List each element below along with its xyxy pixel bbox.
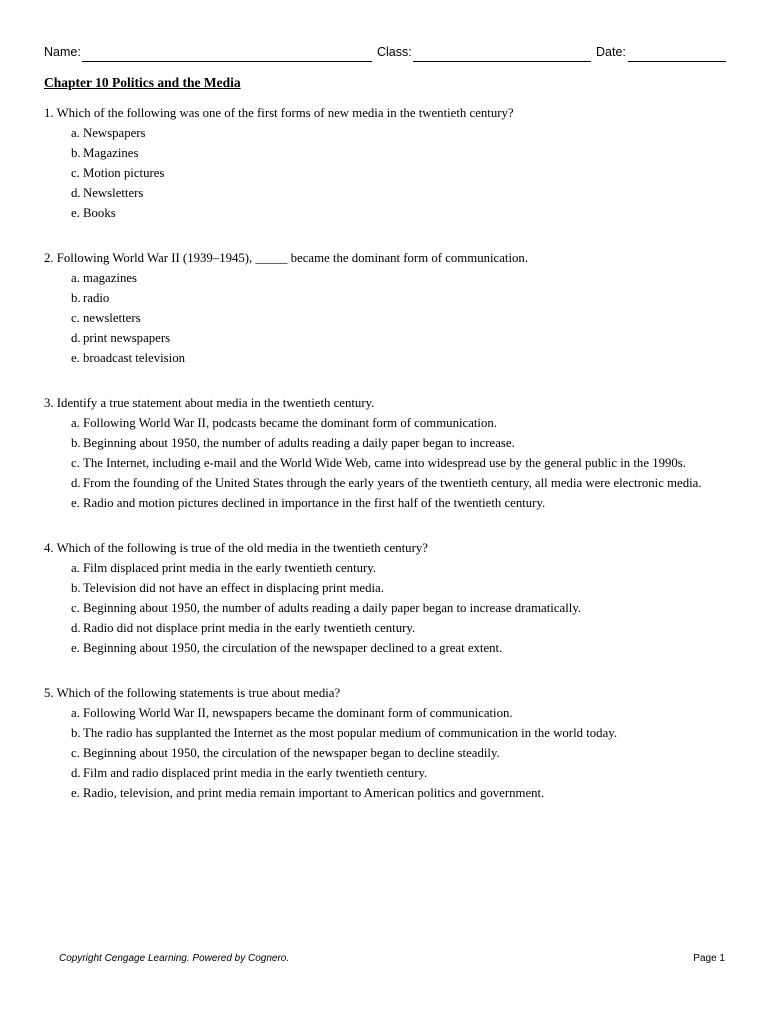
option-letter: d. [71, 186, 81, 200]
question-stem: 4. Which of the following is true of the old media in the twentieth century? [44, 541, 428, 555]
answer-option [44, 205, 704, 222]
option-text: Television did not have an effect in displacing print media. [83, 581, 384, 595]
answer-option [44, 145, 704, 162]
option-text: broadcast television [83, 351, 185, 365]
option-text: The Internet, including e-mail and the World Wide Web, came into widespread use by the general public in the 1990s. [83, 456, 686, 470]
answer-option [44, 745, 704, 762]
option-letter: e. [71, 351, 80, 365]
option-text: Film and radio displaced print media in the early twentieth century. [83, 766, 428, 780]
option-letter: c. [71, 746, 80, 760]
answer-option [44, 185, 704, 202]
option-text: print newspapers [83, 331, 171, 345]
option-text: Beginning about 1950, the circulation of the newspaper began to decline steadily. [83, 746, 500, 760]
date-label: Date: [596, 45, 626, 59]
option-letter: d. [71, 476, 81, 490]
option-text: magazines [83, 271, 138, 285]
option-letter: b. [71, 726, 81, 740]
answer-option [44, 165, 704, 182]
answer-option [44, 310, 704, 327]
question [44, 394, 704, 512]
answer-option [44, 290, 704, 307]
answer-option [44, 620, 704, 637]
question-stem: 1. Which of the following was one of the first forms of new media in the twentieth century? [44, 106, 514, 120]
option-letter: c. [71, 456, 80, 470]
answer-options [44, 560, 704, 657]
answer-option [44, 725, 704, 742]
copyright-notice: Copyright Cengage Learning. Powered by Cognero. [59, 953, 290, 964]
answer-option [44, 415, 704, 432]
option-text: Newsletters [83, 186, 144, 200]
answer-option [44, 765, 704, 782]
option-text: Radio and motion pictures declined in importance in the first half of the twentieth century. [83, 496, 546, 510]
option-letter: e. [71, 786, 80, 800]
answer-option [44, 330, 704, 347]
question-stem: 2. Following World War II (1939–1945), _____ became the dominant form of communication. [44, 251, 529, 265]
option-text: newsletters [83, 311, 141, 325]
option-letter: e. [71, 496, 80, 510]
header-fields [44, 45, 726, 65]
option-text: Following World War II, podcasts became the dominant form of communication. [83, 416, 497, 430]
question [44, 684, 704, 802]
class-field-line[interactable] [413, 61, 591, 62]
name-label: Name: [44, 45, 81, 59]
answer-options [44, 705, 704, 802]
option-letter: b. [71, 291, 81, 305]
option-letter: e. [71, 206, 80, 220]
question-stem: 5. Which of the following statements is true about media? [44, 686, 341, 700]
answer-option [44, 475, 704, 492]
answer-option [44, 600, 704, 617]
option-letter: a. [71, 706, 80, 720]
chapter-title: Chapter 10 Politics and the Media [44, 75, 241, 90]
option-letter: b. [71, 581, 81, 595]
option-text: radio [83, 291, 110, 305]
option-text: The radio has supplanted the Internet as the most popular medium of communication in the world today. [83, 726, 618, 740]
answer-option [44, 580, 704, 597]
option-letter: d. [71, 621, 81, 635]
option-text: Beginning about 1950, the number of adults reading a daily paper began to increase dramatically. [83, 601, 582, 615]
question [44, 539, 704, 657]
answer-option [44, 705, 704, 722]
option-text: Radio did not displace print media in the early twentieth century. [83, 621, 416, 635]
question-list [44, 104, 704, 829]
answer-option [44, 785, 704, 802]
answer-option [44, 560, 704, 577]
question-stem: 3. Identify a true statement about media in the twentieth century. [44, 396, 375, 410]
option-text: Following World War II, newspapers became the dominant form of communication. [83, 706, 513, 720]
option-letter: d. [71, 331, 81, 345]
option-letter: a. [71, 561, 80, 575]
option-text: Radio, television, and print media remain important to American politics and government. [83, 786, 545, 800]
option-text: Books [83, 206, 116, 220]
option-text: Newspapers [83, 126, 146, 140]
option-letter: b. [71, 146, 81, 160]
option-letter: b. [71, 436, 81, 450]
answer-option [44, 350, 704, 367]
option-text: Magazines [83, 146, 139, 160]
question [44, 104, 704, 222]
page-number: Page 1 [693, 953, 725, 964]
option-letter: c. [71, 166, 80, 180]
option-letter: c. [71, 311, 80, 325]
option-text: Film displaced print media in the early twentieth century. [83, 561, 377, 575]
answer-options [44, 270, 704, 367]
answer-options [44, 415, 704, 512]
option-letter: a. [71, 126, 80, 140]
option-letter: a. [71, 416, 80, 430]
answer-option [44, 270, 704, 287]
answer-options [44, 125, 704, 222]
answer-option [44, 435, 704, 452]
option-text: Motion pictures [83, 166, 165, 180]
page-footer [59, 953, 725, 969]
option-text: Beginning about 1950, the number of adults reading a daily paper began to increase. [83, 436, 515, 450]
option-text: From the founding of the United States through the early years of the twentieth century, all media were electronic media. [83, 476, 702, 490]
option-letter: d. [71, 766, 81, 780]
date-field-line[interactable] [628, 61, 726, 62]
class-label: Class: [377, 45, 412, 59]
option-letter: c. [71, 601, 80, 615]
option-letter: e. [71, 641, 80, 655]
option-text: Beginning about 1950, the circulation of the newspaper declined to a great extent. [83, 641, 503, 655]
question [44, 249, 704, 367]
answer-option [44, 640, 704, 657]
answer-option [44, 455, 704, 472]
answer-option [44, 495, 704, 512]
option-letter: a. [71, 271, 80, 285]
name-field-line[interactable] [82, 61, 372, 62]
answer-option [44, 125, 704, 142]
